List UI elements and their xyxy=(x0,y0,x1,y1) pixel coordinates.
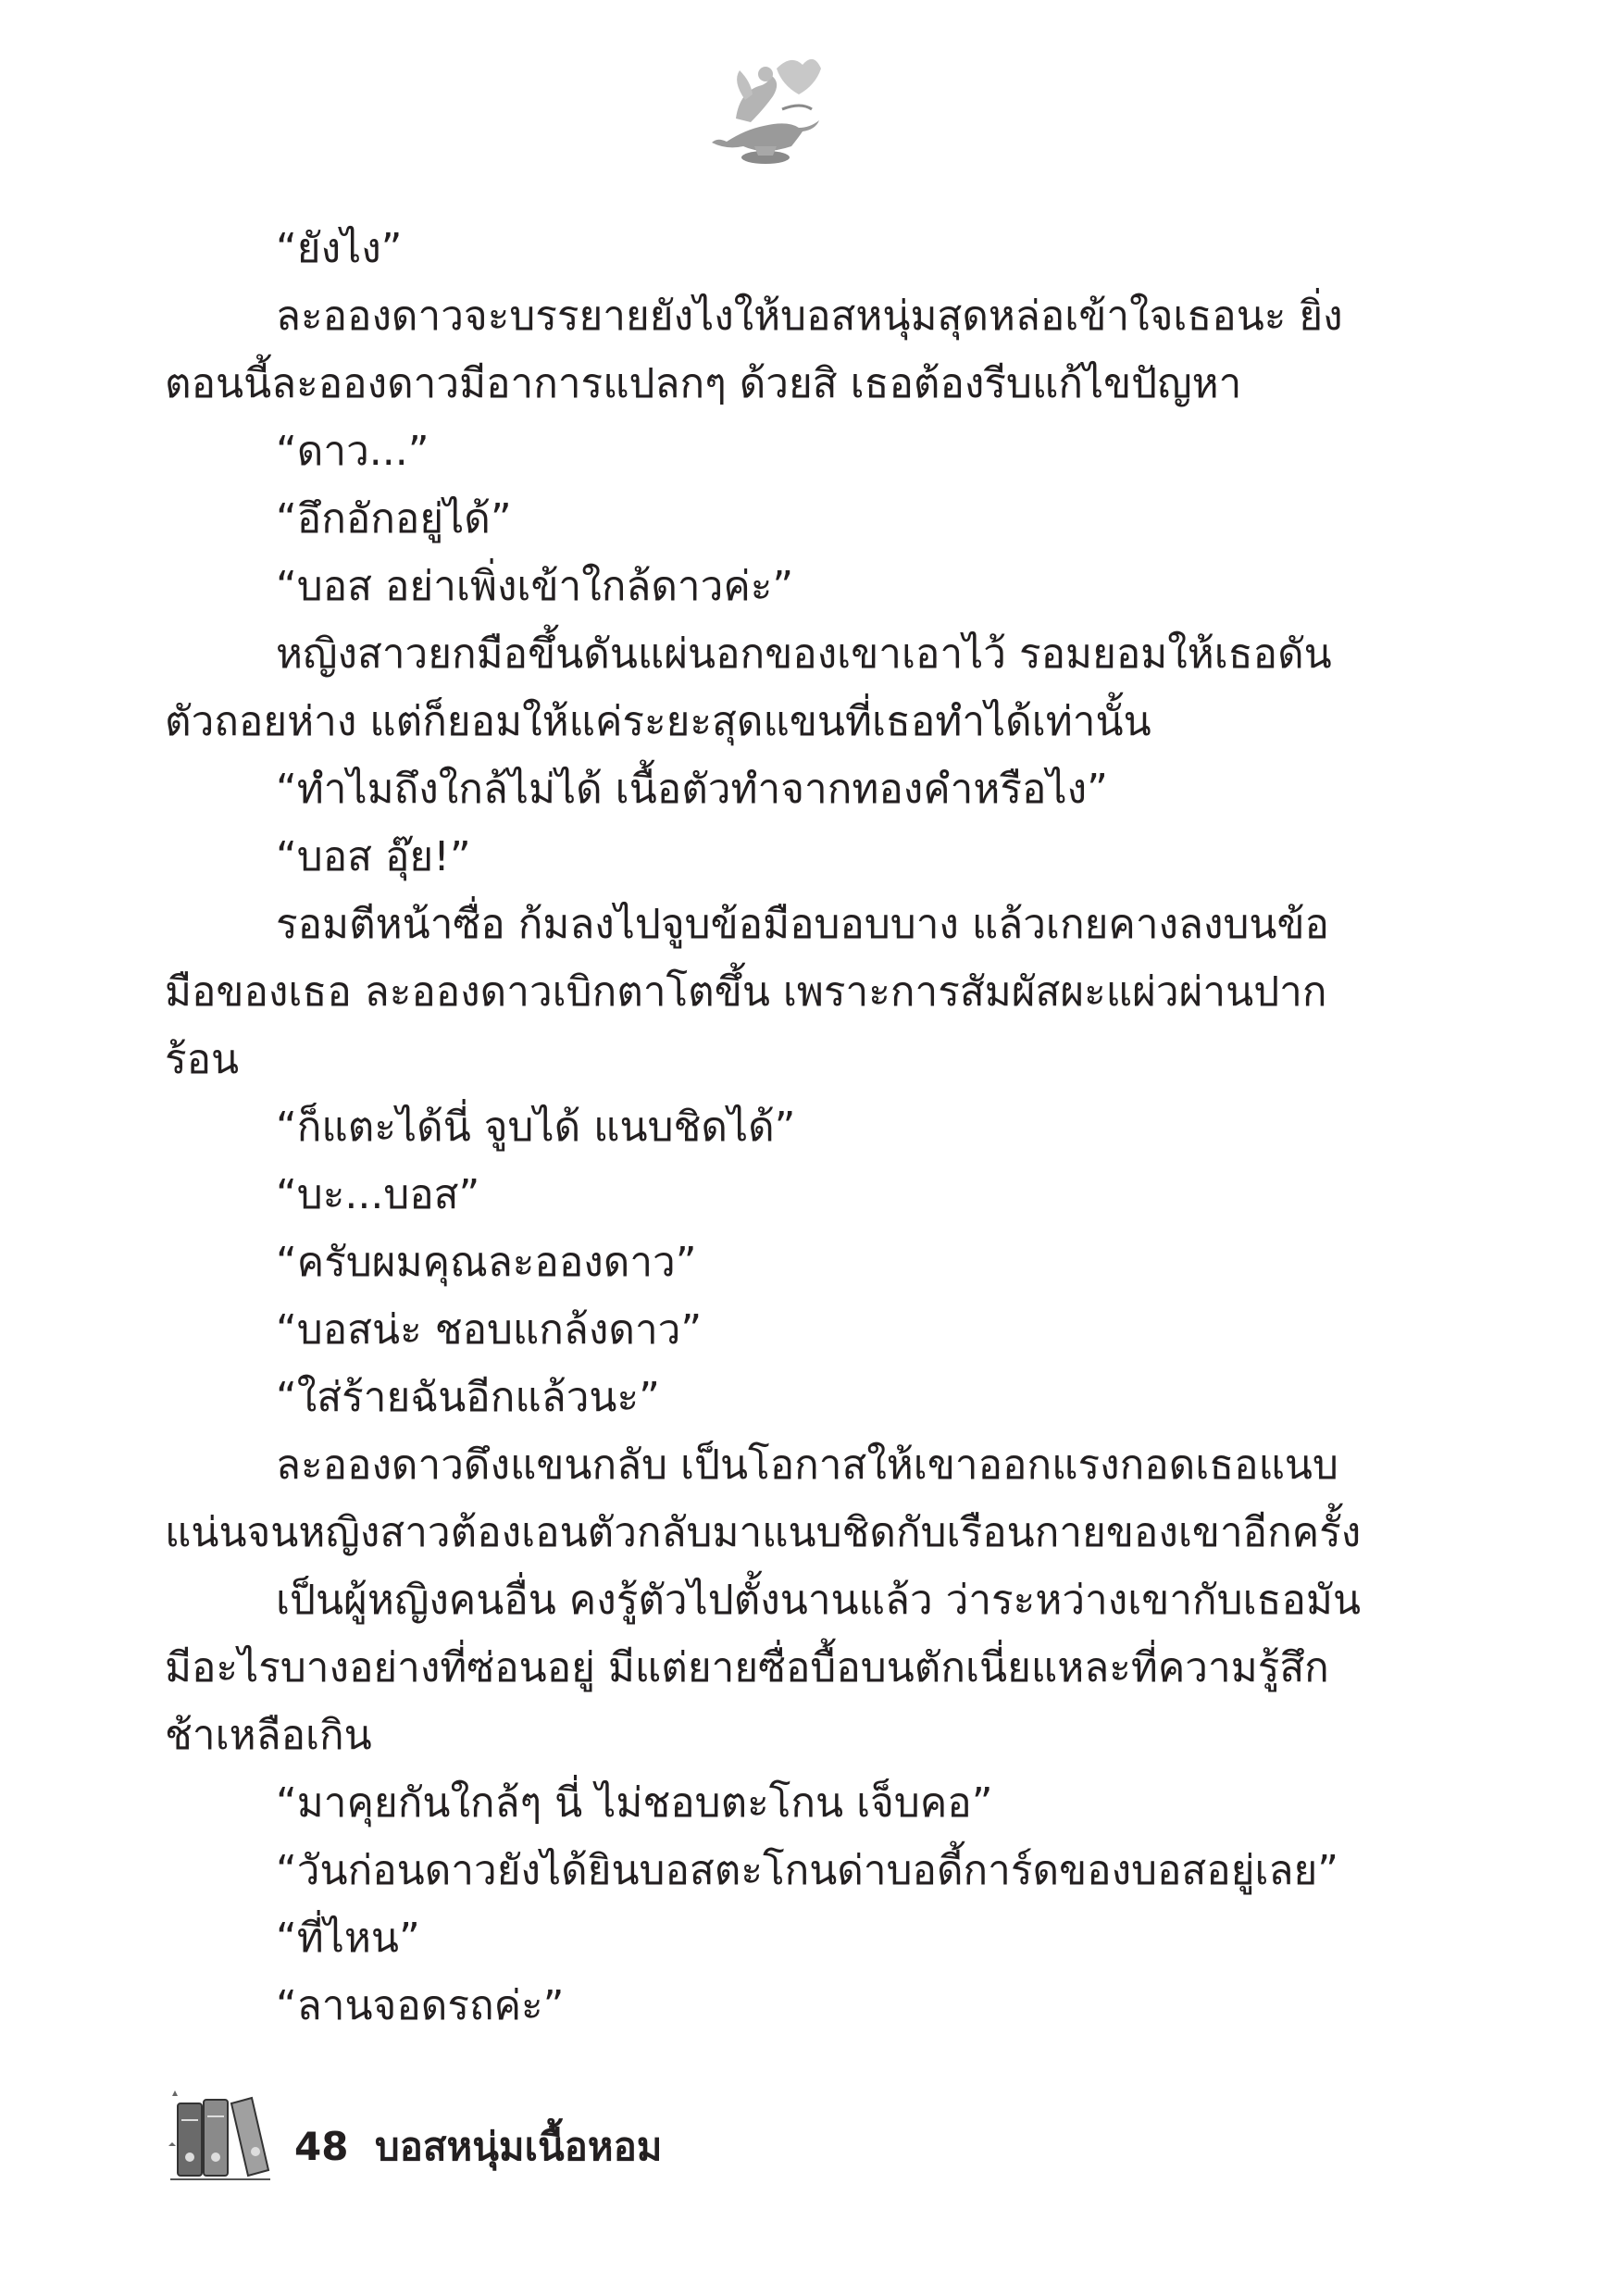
books-icon xyxy=(167,2090,273,2190)
paragraph: “บะ...บอส” xyxy=(276,1171,480,1218)
paragraph: “บอส อุ๊ย!” xyxy=(276,833,471,880)
paragraph: “ครับผมคุณละอองดาว” xyxy=(276,1239,697,1286)
paragraph: “ใส่ร้ายฉันอีกแล้วนะ” xyxy=(276,1374,660,1421)
page-number: 48 xyxy=(294,2124,349,2169)
paragraph: “บอส อย่าเพิ่งเข้าใกล้ดาวค่ะ” xyxy=(276,563,794,610)
paragraph: “ลานจอดรถค่ะ” xyxy=(276,1982,565,2029)
page-footer xyxy=(167,2090,870,2192)
paragraph: “มาคุยกันใกล้ๆ นี่ ไม่ชอบตะโกน เจ็บคอ” xyxy=(276,1779,993,1827)
paragraph: รอมตีหน้าซื่อ ก้มลงไปจูบข้อมือบอบบาง แล้วเกยคางลงบนข้อมือของเธอ ละอองดาวเบิกตาโตขึ้น เพราะการสัมผัสผะแผ่วผ่านปากร้อน xyxy=(165,901,1329,1083)
paragraph: หญิงสาวยกมือขึ้นดันแผ่นอกของเขาเอาไว้ รอมยอมให้เธอดันตัวถอยห่าง แต่ก็ยอมให้แค่ระยะสุดแขนที่เธอทำได้เท่านั้น xyxy=(165,630,1332,745)
paragraph: “ดาว...” xyxy=(276,428,429,475)
paragraph: “บอสน่ะ ชอบแกล้งดาว” xyxy=(276,1306,703,1354)
paragraph: “วันก่อนดาวยังได้ยินบอสตะโกนด่าบอดี้การ์ดของบอสอยู่เลย” xyxy=(276,1847,1339,1894)
paragraph: “ทำไมถึงใกล้ไม่ได้ เนื้อตัวทำจากทองคำหรือไง” xyxy=(276,766,1108,813)
paragraph: “ก็แตะได้นี่ จูบได้ แนบชิดได้” xyxy=(276,1104,796,1151)
paragraph: “อึกอักอยู่ได้” xyxy=(276,495,512,543)
paragraph: ละอองดาวดึงแขนกลับ เป็นโอกาสให้เขาออกแรงกอดเธอแนบแน่นจนหญิงสาวต้องเอนตัวกลับมาแนบชิดกับเรือนกายของเขาอีกครั้ง xyxy=(165,1441,1362,1556)
paragraph: ละอองดาวจะบรรยายยังไงให้บอสหนุ่มสุดหล่อเข้าใจเธอนะ ยิ่งตอนนี้ละอองดาวมีอาการแปลกๆ ด้วยสิ เธอต้องรีบแก้ไขปัญหา xyxy=(165,293,1343,407)
genie-lamp-icon xyxy=(699,54,828,169)
paragraph: เป็นผู้หญิงคนอื่น คงรู้ตัวไปตั้งนานแล้ว ว่าระหว่างเขากับเธอมันมีอะไรบางอย่างที่ซ่อนอยู่ มีแต่ยายซื่อบื้อบนตักเนี่ยแหละที่ความรู้สึกช้าเหลือเกิน xyxy=(165,1577,1362,1759)
running-title: บอสหนุ่มเนื้อหอม xyxy=(375,2124,663,2169)
paragraph: “ที่ไหน” xyxy=(276,1915,420,1962)
body-text xyxy=(165,215,1368,2040)
paragraph: “ยังไง” xyxy=(276,225,403,272)
